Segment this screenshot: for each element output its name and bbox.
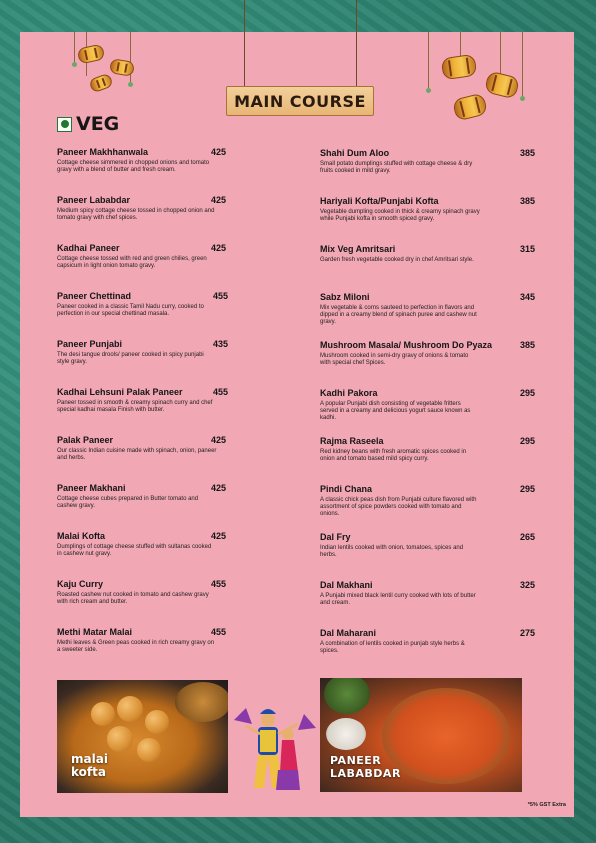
- photo-caption: PANEER LABABDAR: [330, 754, 401, 780]
- item-name: Hariyali Kofta/Punjabi Kofta: [320, 196, 439, 206]
- menu-item: [320, 388, 570, 423]
- item-name: Dal Fry: [320, 532, 351, 542]
- menu-item: [320, 484, 570, 519]
- dhol-icon: [484, 70, 520, 99]
- item-description: Our classic Indian cuisine made with spinach, onion, paneer and herbs.: [57, 448, 217, 462]
- dhol-icon: [441, 54, 478, 81]
- item-price: 315: [520, 244, 536, 254]
- item-price: 425: [211, 243, 227, 253]
- menu-item: [320, 580, 570, 607]
- item-description: The desi tangue drools/ paneer cooked in spicy punjabi style gravy.: [57, 352, 204, 366]
- item-name: Sabz Miloni: [320, 292, 370, 302]
- menu-item: [57, 483, 307, 510]
- hanging-drums-left: [68, 32, 148, 102]
- menu-item: [57, 291, 307, 318]
- item-price: 455: [211, 627, 227, 637]
- dhol-icon: [88, 73, 113, 94]
- board-rope: [356, 0, 357, 86]
- menu-item: [320, 244, 570, 264]
- menu-item: [320, 196, 570, 223]
- item-price: 295: [520, 436, 536, 446]
- item-price: 455: [211, 579, 227, 589]
- item-name: Kadhai Lehsuni Palak Paneer: [57, 387, 183, 397]
- item-description: A classic chick peas dish from Punjabi culture flavored with assortment of spice powders cooked with tomato and onions.: [320, 497, 477, 518]
- menu-item: [320, 628, 570, 655]
- item-price: 265: [520, 532, 536, 542]
- item-price: 455: [213, 387, 229, 397]
- item-name: Paneer Lababdar: [57, 195, 131, 205]
- item-price: 385: [520, 196, 536, 206]
- item-name: Methi Matar Malai: [57, 627, 133, 637]
- photo-caption: malai kofta: [71, 752, 108, 779]
- item-description: Cottage cheese simmered in chopped onions and tomato gravy with a blend of butter and fresh cream.: [57, 160, 210, 174]
- item-description: Dumplings of cottage cheese stuffed with sultanas cooked in cashew nut gravy.: [57, 544, 212, 558]
- item-price: 425: [211, 195, 227, 205]
- veg-section-header: [57, 113, 119, 135]
- item-description: Vegetable dumpling cooked in thick & creamy spinach gravy while Punjabi kofta in smooth spiced gravy.: [320, 209, 480, 223]
- malai-kofta-photo: [57, 680, 228, 793]
- hanging-drums-right: [424, 32, 534, 124]
- gst-note: *5% GST Extra: [527, 802, 566, 808]
- item-name: Rajma Raseela: [320, 436, 384, 446]
- item-price: 455: [213, 291, 229, 301]
- item-price: 435: [213, 339, 229, 349]
- menu-item: [57, 531, 307, 558]
- item-description: Red kidney beans with fresh aromatic spices cooked in onion and tomato based mild spicy curry.: [320, 449, 467, 463]
- item-description: Medium spicy cottage cheese tossed in chopped onion and tomato gravy with chef spices.: [57, 208, 215, 222]
- menu-item: [320, 148, 570, 175]
- item-price: 295: [520, 388, 536, 398]
- item-name: Kaju Curry: [57, 579, 104, 589]
- item-description: A Punjabi mixed black lentil curry cooked with lots of butter and cream.: [320, 593, 476, 607]
- item-description: Methi leaves & Green peas cooked in rich creamy gravy on a sweeter side.: [57, 640, 215, 654]
- menu-item: [320, 340, 570, 367]
- item-description: Cottage cheese tossed with red and green chilies, green capsicum in light onion tomato gravy.: [57, 256, 207, 270]
- dhol-icon: [109, 58, 135, 77]
- page-title: MAIN COURSE: [234, 91, 366, 111]
- item-price: 425: [211, 483, 227, 493]
- item-description: Small potato dumplings stuffed with cottage cheese & dry fruits cooked in mild gravy.: [320, 161, 473, 175]
- item-name: Mix Veg Amritsari: [320, 244, 396, 254]
- item-description: A popular Punjabi dish consisting of vegetable fritters served in a creamy and delicious yogurt sauce known as kadhi.: [320, 401, 471, 422]
- item-price: 385: [520, 340, 536, 350]
- item-name: Paneer Makhani: [57, 483, 126, 493]
- item-name: Kadhi Pakora: [320, 388, 378, 398]
- item-price: 425: [211, 147, 227, 157]
- menu-item: [57, 195, 307, 222]
- dhol-icon: [452, 92, 488, 121]
- item-name: Pindi Chana: [320, 484, 373, 494]
- item-price: 425: [211, 435, 227, 445]
- item-description: Mushroom cooked in semi-dry gravy of onions & tomato with special chef Spices.: [320, 353, 469, 367]
- menu-item: [57, 435, 307, 462]
- item-name: Mushroom Masala/ Mushroom Do Pyaza: [320, 340, 493, 350]
- menu-item: [57, 339, 307, 366]
- item-description: Mix vegetable & corns sauteed to perfection in flavors and dipped in a creamy blend of spinach puree and cashew nut gravy.: [320, 305, 477, 326]
- menu-item: [320, 436, 570, 463]
- item-name: Paneer Makhhanwala: [57, 147, 149, 157]
- item-name: Paneer Punjabi: [57, 339, 123, 349]
- item-description: A combination of lentils cooked in punjab style herbs & spices.: [320, 641, 465, 655]
- menu-item: [57, 387, 307, 414]
- item-name: Shahi Dum Aloo: [320, 148, 390, 158]
- item-price: 385: [520, 148, 536, 158]
- item-price: 425: [211, 531, 227, 541]
- menu-item: [320, 532, 570, 559]
- menu-item: [57, 243, 307, 270]
- menu-item: [57, 579, 307, 606]
- item-description: Roasted cashew nut cooked in tomato and cashew gravy with rich cream and butter.: [57, 592, 209, 606]
- dhol-icon: [77, 43, 106, 64]
- item-name: Palak Paneer: [57, 435, 114, 445]
- bhangra-dancers-illustration: [232, 700, 318, 792]
- item-price: 295: [520, 484, 536, 494]
- item-name: Dal Maharani: [320, 628, 377, 638]
- item-price: 275: [520, 628, 536, 638]
- item-description: Paneer cooked in a classic Tamil Nadu curry, cooked to perfection in our special chettinad masala.: [57, 304, 204, 318]
- item-description: Cottage cheese cubes prepared in Butter tomato and cashew gravy.: [57, 496, 199, 510]
- veg-mark-icon: [57, 117, 72, 132]
- item-name: Malai Kofta: [57, 531, 106, 541]
- board-rope: [244, 0, 245, 86]
- item-description: Paneer tossed in smooth & creamy spinach curry and chef special kadhai masala Finish with butter.: [57, 400, 213, 414]
- title-board: [226, 86, 374, 116]
- paneer-lababdar-photo: [320, 678, 522, 792]
- menu-item: [320, 292, 570, 327]
- menu-item: [57, 147, 307, 174]
- item-price: 345: [520, 292, 536, 302]
- menu-item: [57, 627, 307, 654]
- item-price: 325: [520, 580, 536, 590]
- item-name: Dal Makhani: [320, 580, 373, 590]
- item-description: Garden fresh vegetable cooked dry in chef Amritsari style.: [320, 257, 474, 263]
- item-name: Paneer Chettinad: [57, 291, 132, 301]
- item-description: Indian lentils cooked with onion, tomatoes, spices and herbs.: [320, 545, 464, 559]
- section-title: VEG: [76, 113, 120, 135]
- item-name: Kadhai Paneer: [57, 243, 120, 253]
